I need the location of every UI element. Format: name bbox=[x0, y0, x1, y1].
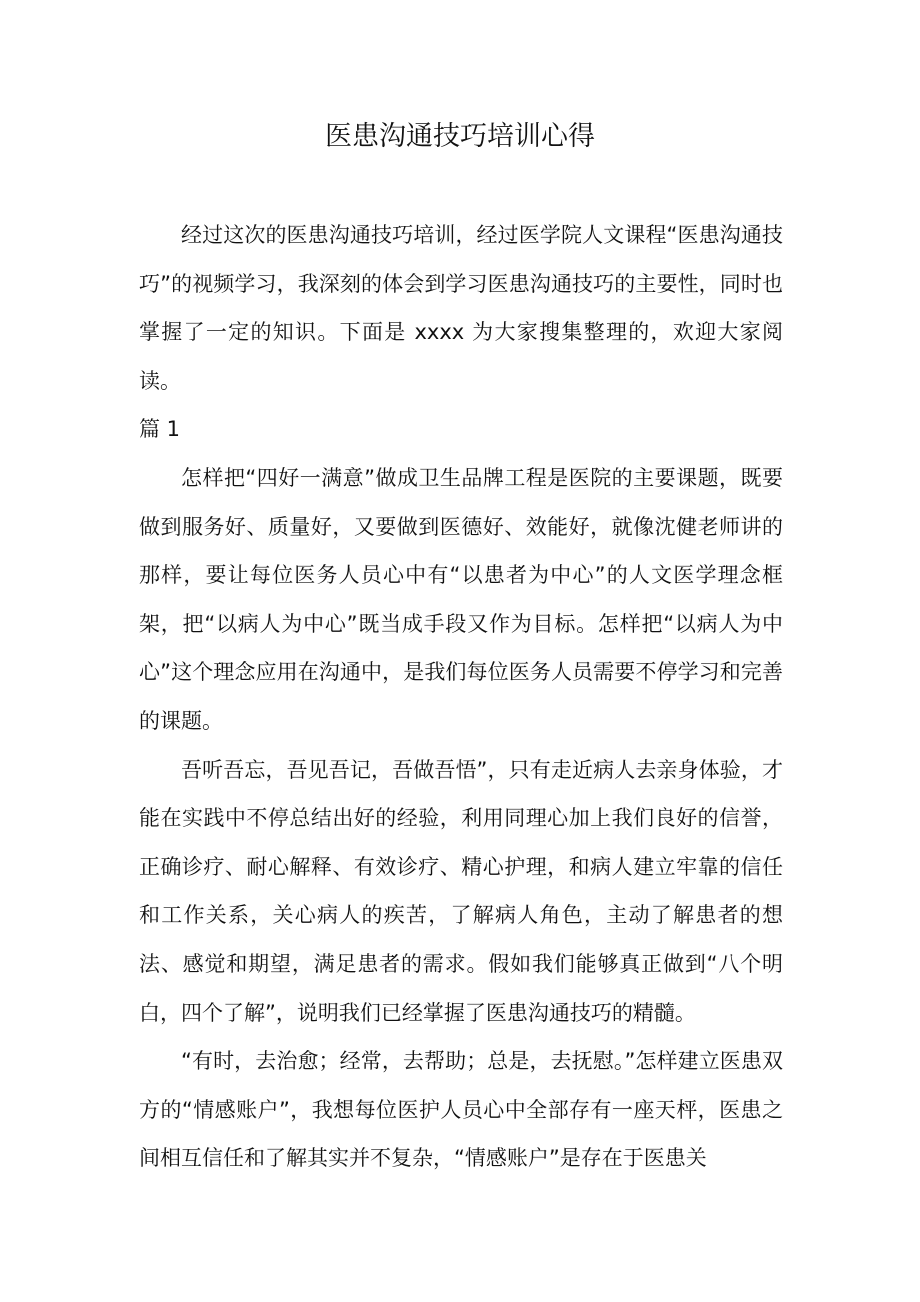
body-paragraph: 怎样把“四好一满意”做成卫生品牌工程是医院的主要课题，既要做到服务好、质量好，又要做到医德好、效能好，就像沈健老师讲的那样，要让每位医务人员心中有“以患者为中心”的人文医学理念框架，把“以病人为中心”既当成手段又作为目标。怎样把“以病人为中心”这个理念应用在沟通中，是我们每位医务人员需要不停学习和完善的课题。 bbox=[139, 465, 783, 733]
body-paragraph: “有时，去治愈；经常，去帮助；总是，去抚慰。”怎样建立医患双方的“情感账户”，我想每位医护人员心中全部存有一座天枰，医患之间相互信任和了解其实并不复杂，“情感账户”是存在于医患关 bbox=[139, 1049, 783, 1171]
document-title: 医患沟通技巧培训心得 bbox=[325, 121, 595, 152]
section-label: 篇 1 bbox=[139, 417, 181, 442]
body-paragraph: 吾听吾忘，吾见吾记，吾做吾悟”，只有走近病人去亲身体验，才能在实践中不停总结出好的经验，利用同理心加上我们良好的信誉，正确诊疗、耐心解释、有效诊疗、精心护理，和病人建立牢靠的信任和工作关系，关心病人的疾苦，了解病人角色，主动了解患者的想法、感觉和期望，满足患者的需求。假如我们能够真正做到“八个明白，四个了解”，说明我们已经掌握了医患沟通技巧的精髓。 bbox=[139, 757, 783, 1025]
intro-paragraph: 经过这次的医患沟通技巧培训，经过医学院人文课程“医患沟通技巧”的视频学习，我深刻的体会到学习医患沟通技巧的主要性，同时也掌握了一定的知识。下面是 xxxx 为大家搜集整理的，欢迎大家阅读。 bbox=[139, 223, 783, 393]
document-body bbox=[139, 211, 783, 1183]
